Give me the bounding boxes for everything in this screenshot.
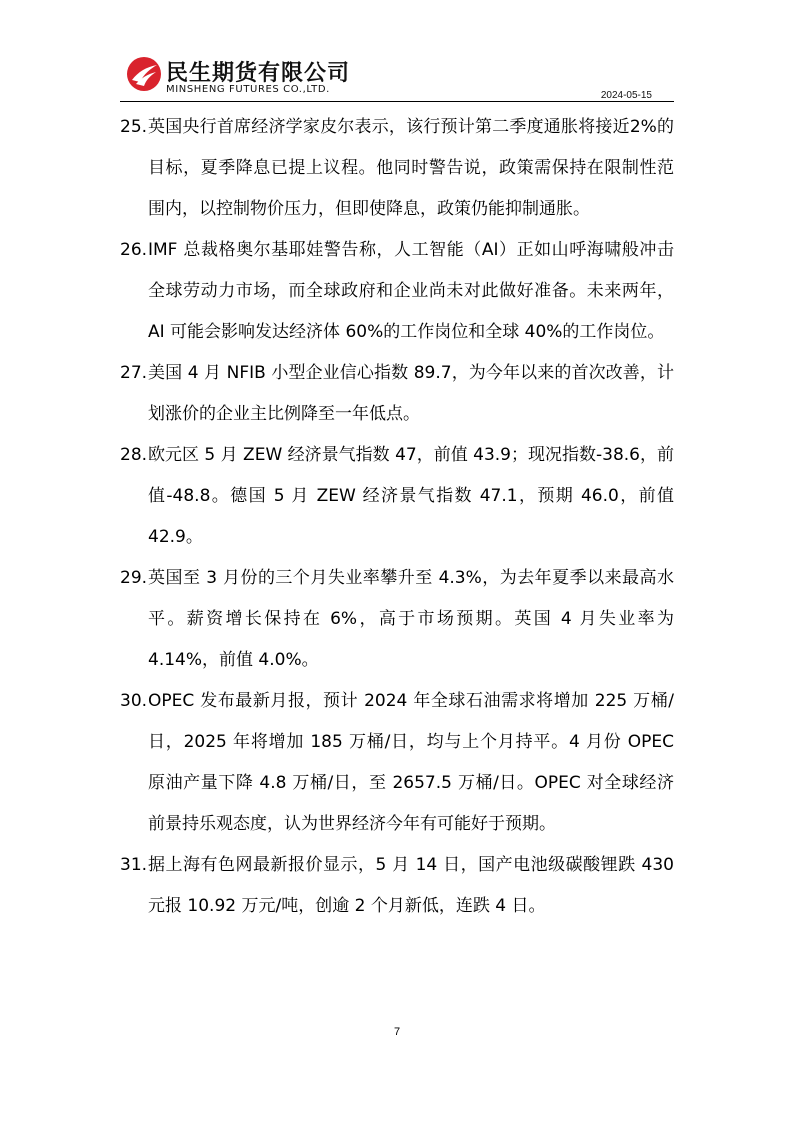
item-number: 26. <box>120 240 148 260</box>
item-text: 据上海有色网最新报价显示，5 月 14 日，国产电池级碳酸锂跌 430 元报 10.92 万元/吨，创逾 2 个月新低，连跌 4 日。 <box>148 855 674 916</box>
news-item-29 <box>120 558 674 681</box>
news-item-30 <box>120 681 674 845</box>
news-item-27 <box>120 353 674 435</box>
page-number: 7 <box>393 1026 401 1038</box>
item-text: 英国央行首席经济学家皮尔表示，该行预计第二季度通胀将接近2%的目标，夏季降息已提上议程。他同时警告说，政策需保持在限制性范围内，以控制物价压力，但即使降息，政策仍能抑制通胀。 <box>148 117 674 219</box>
item-text: 欧元区 5 月 ZEW 经济景气指数 47，前值 43.9；现况指数-38.6，前值-48.8。德国 5 月 ZEW 经济景气指数 47.1，预期 46.0，前值 42.9。 <box>148 445 674 547</box>
news-item-25 <box>120 107 674 230</box>
page-header <box>120 50 674 102</box>
item-number: 29. <box>120 568 148 588</box>
item-number: 25. <box>120 117 148 137</box>
item-number: 31. <box>120 855 148 875</box>
item-text: IMF 总裁格奥尔基耶娃警告称，人工智能（AI）正如山呼海啸般冲击全球劳动力市场，而全球政府和企业尚未对此做好准备。未来两年，AI 可能会影响发达经济体 60%的工作岗位和全球 40%的工作岗位。 <box>148 240 674 342</box>
news-item-26 <box>120 230 674 353</box>
minsheng-logo-icon <box>126 56 162 92</box>
item-number: 27. <box>120 363 148 383</box>
header-divider <box>120 101 674 102</box>
item-text: 英国至 3 月份的三个月失业率攀升至 4.3%，为去年夏季以来最高水平。薪资增长保持在 6%，高于市场预期。英国 4 月失业率为 4.14%，前值 4.0%。 <box>148 568 674 670</box>
news-item-28 <box>120 435 674 558</box>
item-text: OPEC 发布最新月报，预计 2024 年全球石油需求将增加 225 万桶/日，2025 年将增加 185 万桶/日，均与上个月持平。4 月份 OPEC 原油产量下降 4.8 万桶/日，至 2657.5 万桶/日。OPEC 对全球经济前景持乐观态度，认为世界经济今年有可能好于预期。 <box>148 691 674 834</box>
item-number: 28. <box>120 445 148 465</box>
report-date: 2024-05-15 <box>600 90 652 101</box>
news-list <box>120 107 674 927</box>
news-item-31 <box>120 845 674 927</box>
item-text: 美国 4 月 NFIB 小型企业信心指数 89.7，为今年以来的首次改善，计划涨价的企业主比例降至一年低点。 <box>148 363 674 424</box>
company-name-cn: 民生期货有限公司 <box>166 61 351 86</box>
company-name-en: MINSHENG FUTURES CO.,LTD. <box>166 84 330 95</box>
item-number: 30. <box>120 691 148 711</box>
